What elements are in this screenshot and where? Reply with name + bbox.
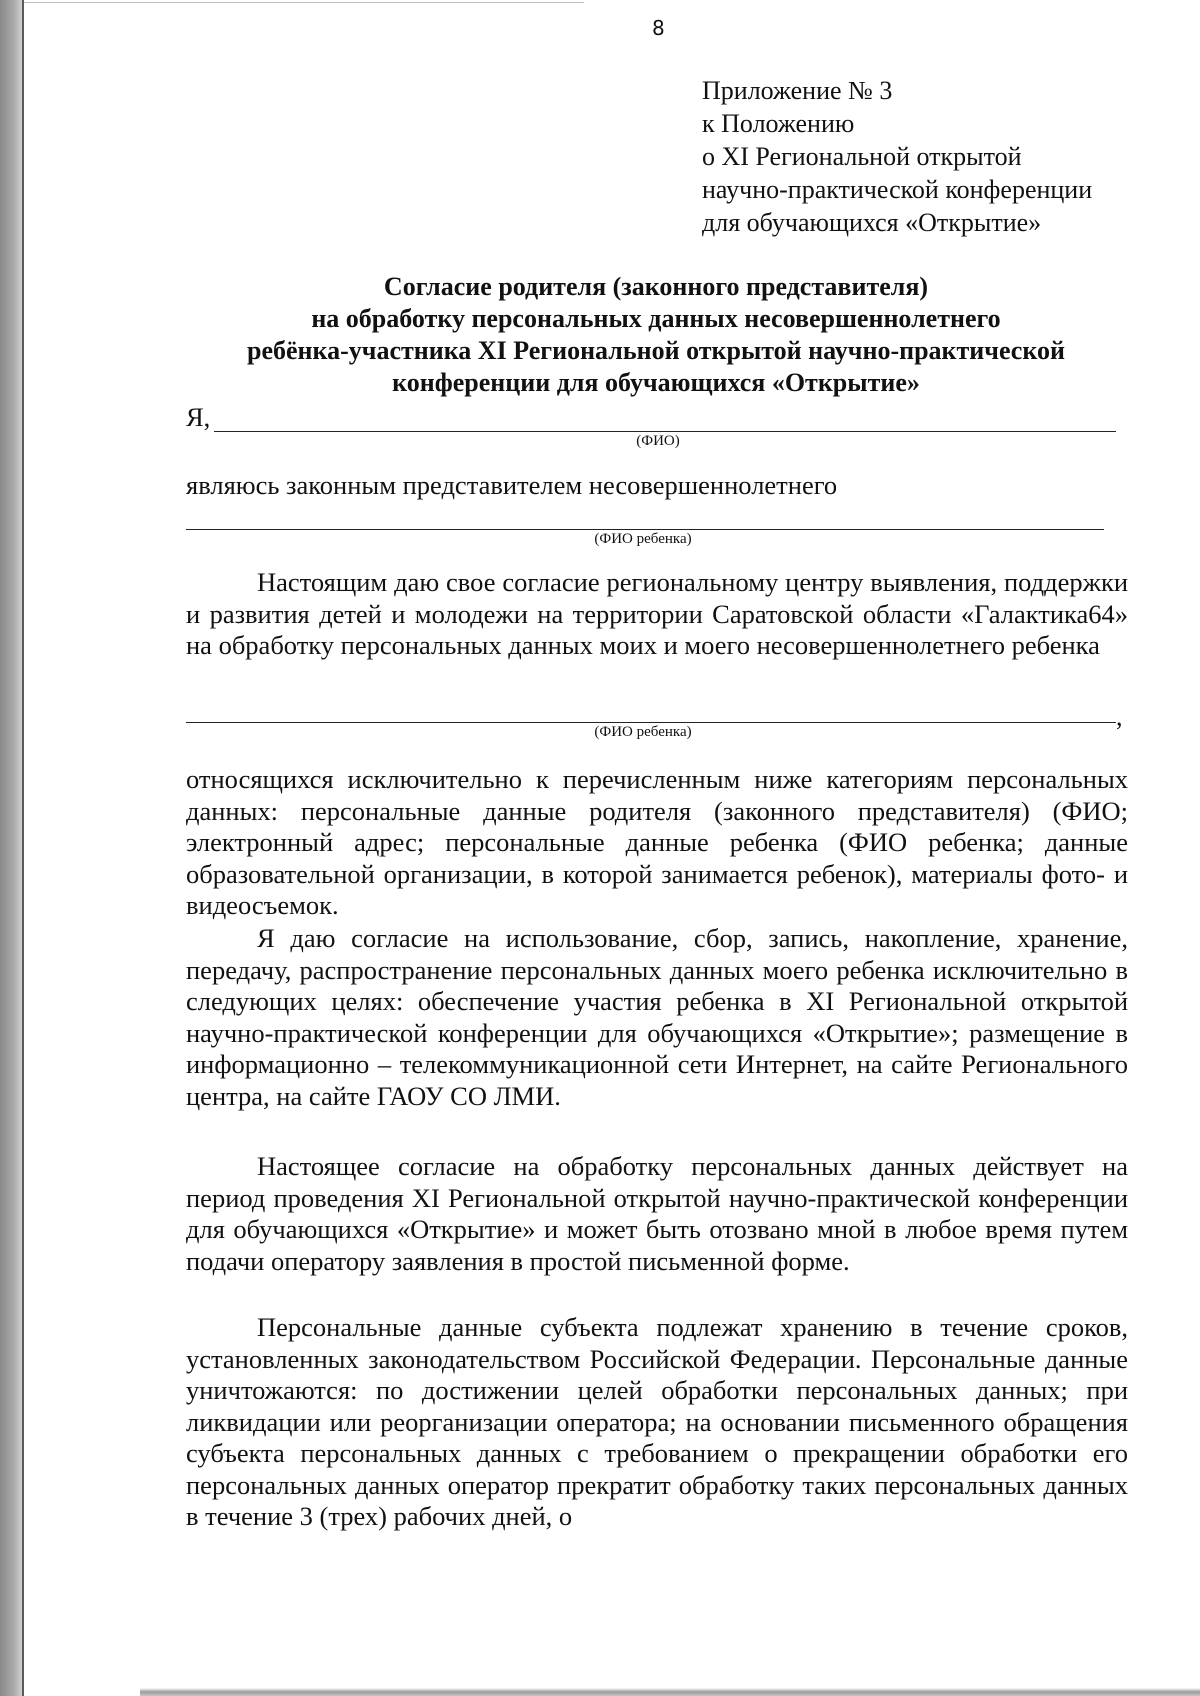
appendix-line: научно-практической конференции bbox=[702, 175, 1093, 204]
title-line: на обработку персональных данных несовершеннолетнего bbox=[311, 304, 1001, 333]
scan-left-edge bbox=[22, 0, 24, 1696]
fio-caption: (ФИО) bbox=[636, 433, 680, 449]
paragraph-consent: Настоящим даю свое согласие региональному центру выявления, поддержки и развития детей и молодежи на территории Саратовской области «Галактика64» на обработку персональных данных моих и моего несовершеннолетнего ребенка bbox=[186, 567, 1128, 660]
fio-line[interactable] bbox=[214, 431, 1116, 432]
scan-left-border bbox=[0, 0, 22, 1696]
appendix-line: к Положению bbox=[702, 109, 855, 138]
child-fio-line-1[interactable] bbox=[186, 529, 1104, 530]
representative-text: являюсь законным представителем несовершеннолетнего bbox=[186, 470, 838, 500]
trailing-comma: , bbox=[1116, 702, 1123, 731]
title-line: конференции для обучающихся «Открытие» bbox=[392, 368, 920, 397]
title-line: ребёнка-участника XI Региональной открытой научно-практической bbox=[247, 336, 1065, 365]
document-title bbox=[186, 271, 1126, 399]
page-number: 8 bbox=[652, 16, 665, 40]
scan-bottom-edge bbox=[140, 1688, 1200, 1696]
paragraph-categories: относящихся исключительно к перечисленным ниже категориям персональных данных: персональные данные родителя (законного представителя) (ФИО; электронный адрес; персональные данные ребенка (ФИО ребенка; данные образовательной организации, в которой занимается ребенок), материалы фото- и видеосъемок. bbox=[186, 764, 1128, 920]
appendix-line: о XI Региональной открытой bbox=[702, 142, 1022, 171]
child-fio-caption-2: (ФИО ребенка) bbox=[594, 724, 692, 740]
paragraph-purposes: Я даю согласие на использование, сбор, запись, накопление, хранение, передачу, распространение персональных данных моего ребенка исключительно в следующих целях: обеспечение участия ребенка в XI Региональной открытой научно-практической конференции для обучающихся «Открытие»; размещение в информационно – телекоммуникационной сети Интернет, на сайте Регионального центра, на сайте ГАОУ СО ЛМИ. bbox=[186, 923, 1128, 1111]
paragraph-validity: Настоящее согласие на обработку персональных данных действует на период проведения XI Региональной открытой научно-практической конференции для обучающихся «Открытие» и может быть отозвано мной в любое время путем подачи оператору заявления в простой письменной форме. bbox=[186, 1151, 1128, 1276]
ya-prefix: Я, bbox=[186, 402, 211, 432]
appendix-line: для обучающихся «Открытие» bbox=[702, 208, 1042, 237]
title-line: Согласие родителя (законного представителя) bbox=[383, 272, 929, 301]
child-fio-line-2[interactable] bbox=[186, 722, 1116, 723]
appendix-block bbox=[702, 74, 1092, 239]
scan-top-line bbox=[24, 2, 584, 3]
child-fio-caption-1: (ФИО ребенка) bbox=[594, 531, 692, 547]
appendix-line: Приложение № 3 bbox=[702, 76, 893, 105]
paragraph-storage: Персональные данные субъекта подлежат хранению в течение сроков, установленных законодательством Российской Федерации. Персональные данные уничтожаются: по достижении целей обработки персональных данных; при ликвидации или реорганизации оператора; на основании письменного обращения субъекта персональных данных с требованием о прекращении обработки его персональных данных оператор прекратит обработку таких персональных данных в течение 3 (трех) рабочих дней, о bbox=[186, 1312, 1128, 1531]
